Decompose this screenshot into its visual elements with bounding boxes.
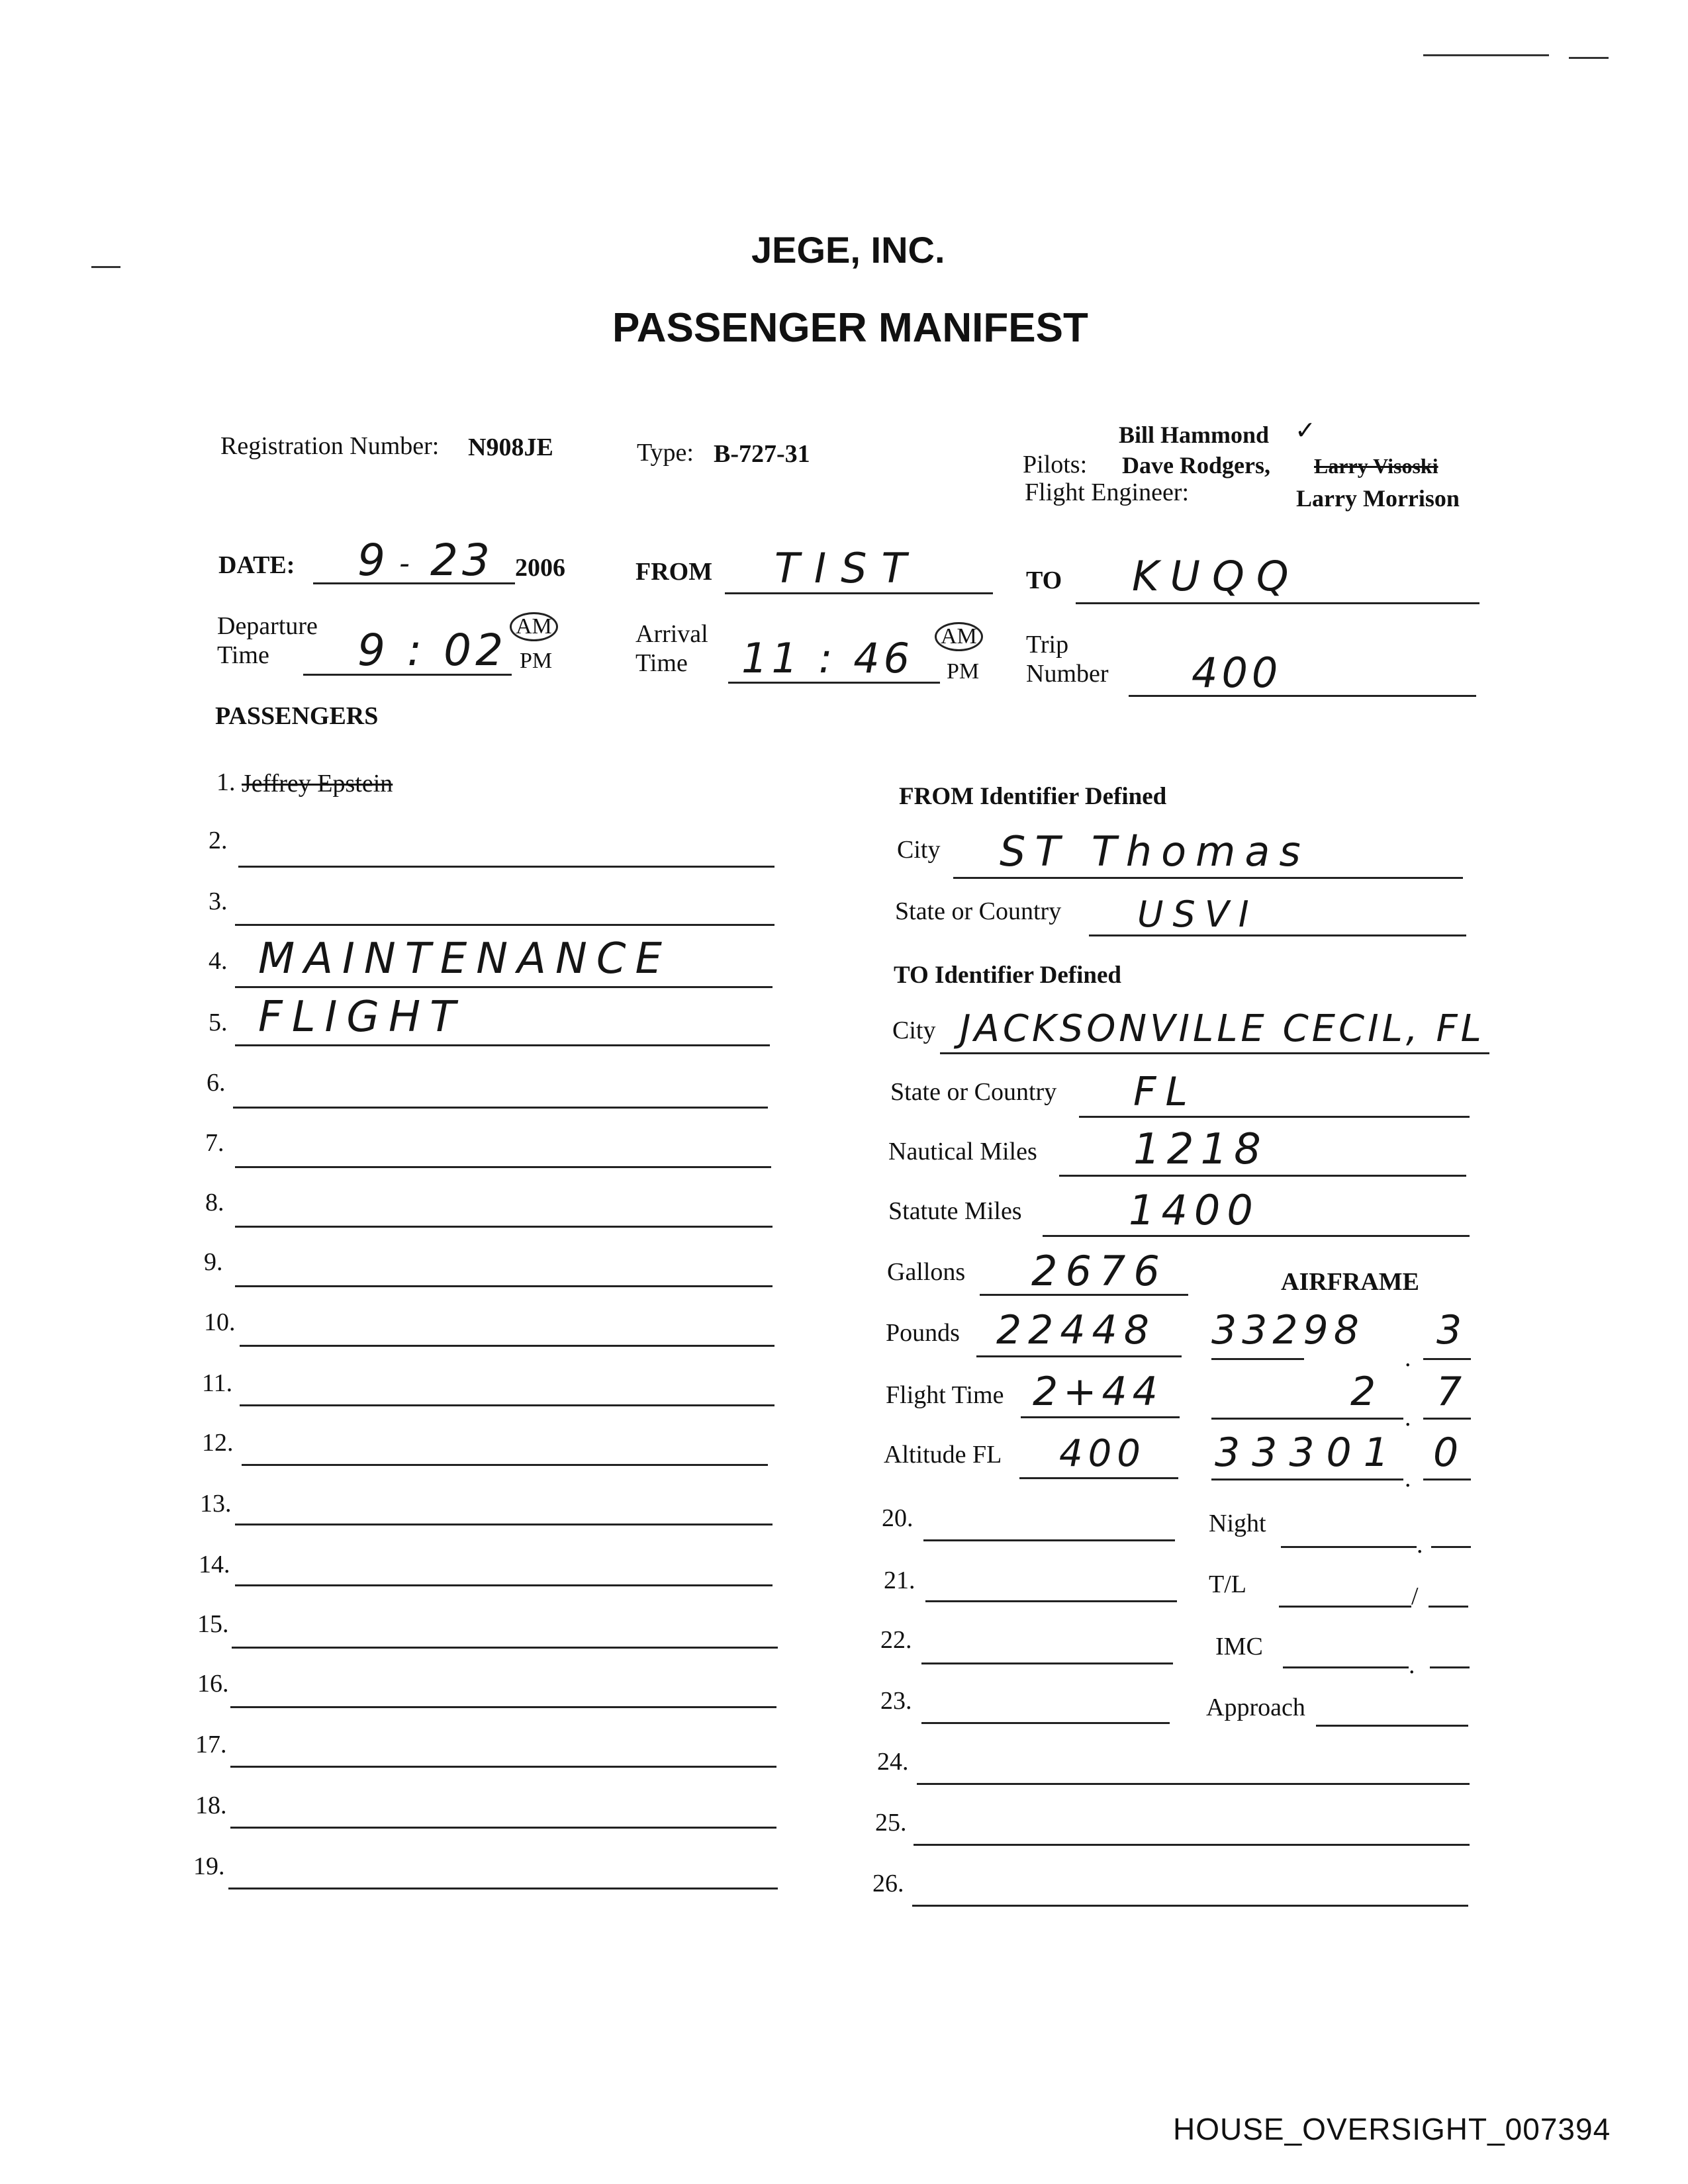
approach-line: [1316, 1725, 1468, 1727]
from-city-label: City: [897, 836, 941, 864]
date-label: DATE:: [218, 551, 295, 579]
gallons-label: Gallons: [887, 1258, 966, 1286]
to-state-label: State or Country: [890, 1078, 1057, 1106]
arrival-am: AM: [935, 622, 983, 651]
passenger-name-struck: Jeffrey Epstein: [242, 770, 393, 797]
nautical-miles-label: Nautical Miles: [888, 1138, 1037, 1165]
tl-label: T/L: [1209, 1570, 1246, 1598]
scan-mark: [91, 266, 120, 268]
passenger-number: 10.: [204, 1308, 236, 1336]
passenger-number: 2.: [209, 827, 228, 854]
from-label: FROM: [635, 558, 713, 586]
flight-time-airframe-decimal: 7: [1436, 1369, 1466, 1415]
scan-mark: [1569, 57, 1609, 59]
row-number: 22.: [880, 1626, 912, 1654]
passenger-number: 3.: [209, 887, 228, 915]
row-number: 20.: [882, 1504, 914, 1532]
row-line: [921, 1662, 1173, 1664]
row-line: [925, 1600, 1177, 1602]
to-city-label: City: [892, 1017, 936, 1044]
flight-time-label: Flight Time: [886, 1381, 1004, 1409]
trip-line: [1129, 695, 1476, 697]
passenger-line: [232, 1647, 778, 1649]
altitude-airframe-decimal: 0: [1433, 1430, 1463, 1476]
passenger-number: 1.: [216, 768, 236, 796]
departure-am: AM: [510, 612, 558, 641]
row-line: [923, 1539, 1175, 1541]
night-line: [1281, 1546, 1417, 1548]
row-number: 25.: [875, 1809, 907, 1837]
approach-label: Approach: [1206, 1694, 1305, 1721]
passenger-line: [238, 866, 774, 868]
passenger-name: MAINTENANCE: [258, 934, 671, 983]
bates-number: HOUSE_OVERSIGHT_007394: [1173, 2112, 1611, 2146]
passenger-number: 4.: [209, 947, 228, 975]
passenger-number: 17.: [195, 1731, 227, 1758]
passenger-number: 11.: [202, 1369, 233, 1397]
decimal-point: .: [1405, 1465, 1411, 1492]
passenger-line: [233, 1107, 768, 1109]
passenger-number: 16.: [197, 1670, 229, 1698]
pounds-airframe-decimal: 3: [1436, 1307, 1466, 1353]
pounds-airframe-line: [1211, 1358, 1304, 1360]
passenger-line: [235, 1226, 773, 1228]
tl-decimal-line: [1429, 1606, 1468, 1608]
tl-line: [1279, 1606, 1411, 1608]
row-number: 21.: [884, 1567, 915, 1594]
arrival-label: Arrival: [635, 620, 708, 648]
arrival-pm: PM: [947, 659, 980, 684]
departure-time: 9 : 02: [357, 625, 508, 676]
scan-mark: [1423, 54, 1549, 56]
pounds-line: [976, 1355, 1182, 1357]
tl-separator: /: [1411, 1582, 1419, 1610]
date-day: 23: [430, 535, 494, 586]
type-label: Type:: [637, 439, 694, 467]
trip-label: Trip: [1026, 631, 1069, 659]
arrival-time: 11 : 46: [741, 634, 914, 682]
checkmark-icon: ✓: [1295, 417, 1316, 445]
statute-miles-value: 1400: [1129, 1186, 1260, 1234]
from-line: [725, 592, 993, 594]
to-line: [1076, 602, 1479, 604]
night-decimal-line: [1431, 1546, 1471, 1548]
date-year: 2006: [515, 554, 565, 582]
passenger-number: 8.: [205, 1189, 224, 1216]
passenger-line: [235, 1044, 770, 1046]
to-value: KUQQ: [1132, 552, 1301, 600]
pounds-value: 22448: [996, 1307, 1156, 1353]
passenger-number: 14.: [199, 1551, 230, 1578]
flight-time-airframe-value: 2: [1350, 1369, 1380, 1415]
row-number: 23.: [880, 1687, 912, 1715]
statute-miles-line: [1043, 1235, 1470, 1237]
passenger-number: 13.: [200, 1490, 232, 1518]
departure-time-label: Time: [217, 641, 269, 669]
passenger-line: [235, 924, 774, 926]
trip-number-label: Number: [1026, 660, 1109, 688]
from-state-value: USVI: [1137, 893, 1258, 935]
passenger-number: 19.: [193, 1852, 225, 1880]
pounds-airframe-value: 33298: [1211, 1307, 1364, 1353]
altitude-decimal-line: [1423, 1479, 1471, 1480]
passenger-line: [240, 1404, 774, 1406]
passenger-line: [230, 1827, 776, 1829]
flight-time-line: [1021, 1416, 1180, 1418]
to-state-value: FL: [1133, 1069, 1197, 1115]
date-month: 9: [357, 535, 389, 586]
passenger-line: [242, 1464, 768, 1466]
passenger-line: [235, 986, 773, 988]
row-line: [912, 1905, 1468, 1907]
flight-time-decimal-line: [1423, 1418, 1471, 1420]
passenger-line: [240, 1345, 774, 1347]
passenger-number: 6.: [207, 1069, 226, 1097]
row-line: [921, 1722, 1170, 1724]
statute-miles-label: Statute Miles: [888, 1197, 1022, 1225]
flight-engineer-value: Larry Morrison: [1296, 485, 1460, 512]
altitude-label: Altitude FL: [884, 1441, 1002, 1469]
altitude-airframe-line: [1211, 1479, 1403, 1480]
passenger-line: [228, 1888, 778, 1889]
type-value: B-727-31: [714, 440, 810, 468]
row-line: [917, 1783, 1470, 1785]
passenger-line: [235, 1584, 773, 1586]
from-state-label: State or Country: [895, 897, 1062, 925]
imc-line: [1283, 1666, 1409, 1668]
passenger-number: 7.: [205, 1129, 224, 1157]
row-number: 24.: [877, 1748, 909, 1776]
pilot-1: Bill Hammond: [1119, 422, 1270, 448]
pilot-struck: Larry Visoski: [1314, 454, 1438, 478]
nautical-miles-value: 1218: [1133, 1125, 1268, 1174]
airframe-label: AIRFRAME: [1281, 1268, 1419, 1296]
to-city-line: [940, 1052, 1489, 1054]
decimal-point: .: [1409, 1651, 1415, 1679]
arrival-time-label: Time: [635, 649, 688, 677]
altitude-value: 400: [1059, 1432, 1146, 1475]
from-identifier-heading: FROM Identifier Defined: [899, 783, 1167, 810]
to-identifier-heading: TO Identifier Defined: [894, 962, 1121, 989]
passenger-name: FLIGHT: [258, 993, 465, 1042]
passenger-line: [235, 1524, 773, 1525]
flight-time-value: 2+44: [1033, 1369, 1163, 1415]
pounds-airframe-decimal-line: [1423, 1358, 1471, 1360]
company-name: JEGE, INC.: [751, 229, 945, 271]
to-state-line: [1079, 1116, 1470, 1118]
decimal-point: .: [1405, 1344, 1411, 1372]
passenger-number: 15.: [197, 1610, 229, 1638]
from-city-value: ST Thomas: [1000, 827, 1310, 876]
nautical-miles-line: [1059, 1175, 1466, 1177]
passenger-number: 9.: [204, 1248, 223, 1276]
passengers-heading: PASSENGERS: [215, 702, 379, 730]
pilot-2: Dave Rodgers,: [1122, 452, 1270, 478]
date-separator: -: [399, 547, 414, 580]
departure-label: Departure: [217, 612, 318, 640]
page-title: PASSENGER MANIFEST: [612, 305, 1088, 351]
to-city-value: JACKSONVILLE CECIL, FL: [960, 1007, 1485, 1050]
decimal-point: .: [1405, 1404, 1411, 1432]
passenger-number: 5.: [209, 1009, 228, 1036]
passenger-number: 12.: [202, 1429, 234, 1457]
passenger-line: [235, 1285, 773, 1287]
altitude-airframe-value: 33301: [1215, 1430, 1401, 1476]
from-value: TIST: [774, 544, 921, 592]
night-label: Night: [1209, 1510, 1266, 1537]
row-line: [914, 1844, 1470, 1846]
registration-value: N908JE: [468, 433, 553, 461]
registration-label: Registration Number:: [220, 432, 440, 460]
gallons-value: 2676: [1031, 1247, 1168, 1295]
decimal-point: .: [1417, 1531, 1423, 1559]
altitude-line: [1019, 1477, 1178, 1479]
pilots-label: Pilots:: [1023, 451, 1088, 478]
departure-pm: PM: [520, 649, 553, 673]
flight-engineer-label: Flight Engineer:: [1025, 478, 1190, 506]
passenger-line: [230, 1766, 776, 1768]
passenger-number: 18.: [195, 1792, 227, 1819]
to-label: TO: [1026, 567, 1062, 594]
passenger-line: [230, 1706, 776, 1708]
from-city-line: [953, 877, 1463, 879]
passenger-line: [235, 1166, 771, 1168]
trip-number: 400: [1192, 649, 1282, 697]
row-number: 26.: [872, 1870, 904, 1897]
pounds-label: Pounds: [886, 1319, 960, 1347]
flight-time-airframe-line: [1211, 1418, 1403, 1420]
imc-decimal-line: [1430, 1666, 1470, 1668]
imc-label: IMC: [1215, 1633, 1263, 1661]
